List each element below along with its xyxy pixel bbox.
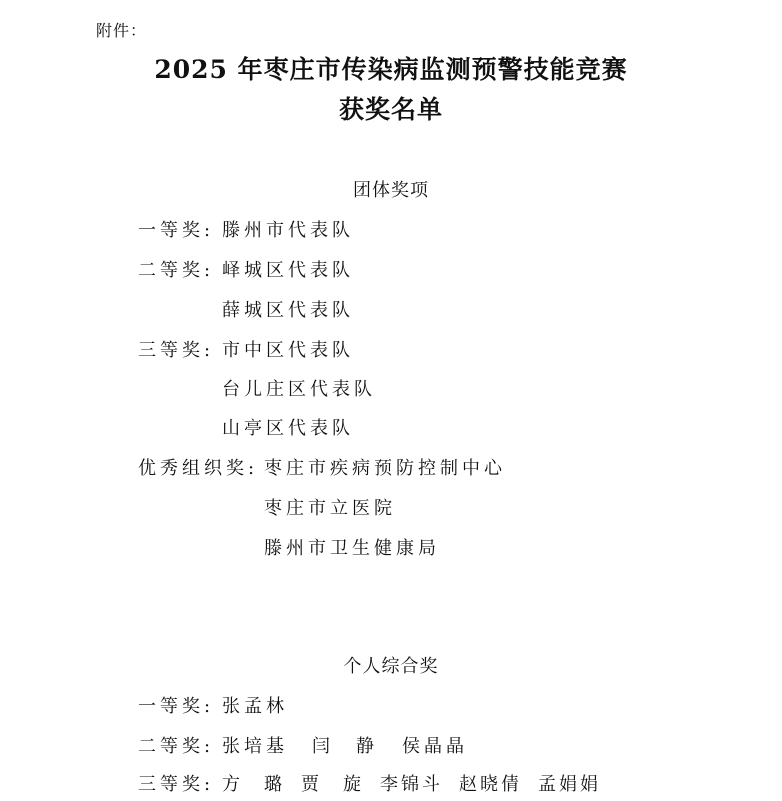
team-third-prize-winner: 山亭区代表队 xyxy=(222,418,354,439)
individual-third-prize-winners xyxy=(222,770,601,796)
winner-name: 孟娟娟 xyxy=(538,774,601,795)
team-first-prize-label: 一等奖: xyxy=(138,220,215,241)
team-first-prize-winner: 滕州市代表队 xyxy=(222,220,354,241)
winner-name: 方 璐 xyxy=(222,774,285,795)
winner-name: 张培基 xyxy=(222,736,288,757)
winner-name: 闫 静 xyxy=(312,736,378,757)
team-third-prize-winner: 市中区代表队 xyxy=(222,340,354,361)
organization-award-winner: 滕州市卫生健康局 xyxy=(264,538,440,559)
attachment-label: 附件： xyxy=(96,21,148,40)
individual-first-prize-winners xyxy=(222,692,288,718)
winner-name: 张孟林 xyxy=(222,696,288,717)
organization-award-winner: 枣庄市立医院 xyxy=(264,498,396,519)
winner-name: 李锦斗 xyxy=(380,774,443,795)
team-awards-heading: 团体奖项 xyxy=(353,180,429,201)
document-title-line2: 获奖名单 xyxy=(338,95,443,124)
winner-name: 贾 旋 xyxy=(301,774,364,795)
team-third-prize-winner: 台儿庄区代表队 xyxy=(222,379,376,400)
individual-second-prize-winners xyxy=(222,732,468,758)
winner-name: 侯晶晶 xyxy=(402,736,468,757)
individual-third-prize-label: 三等奖: xyxy=(138,774,215,795)
team-third-prize-label: 三等奖: xyxy=(138,340,215,361)
individual-first-prize-label: 一等奖: xyxy=(138,696,215,717)
individual-awards-heading: 个人综合奖 xyxy=(343,656,439,677)
team-second-prize-winner: 薛城区代表队 xyxy=(222,300,354,321)
winner-name: 赵晓倩 xyxy=(459,774,522,795)
team-second-prize-label: 二等奖: xyxy=(138,260,215,281)
organization-award-winner: 枣庄市疾病预防控制中心 xyxy=(264,458,506,479)
individual-second-prize-label: 二等奖: xyxy=(138,736,215,757)
organization-award-label: 优秀组织奖: xyxy=(138,458,259,479)
document-title-line1: 2025 年枣庄市传染病监测预警技能竞赛 xyxy=(154,55,628,84)
team-second-prize-winner: 峄城区代表队 xyxy=(222,260,354,281)
